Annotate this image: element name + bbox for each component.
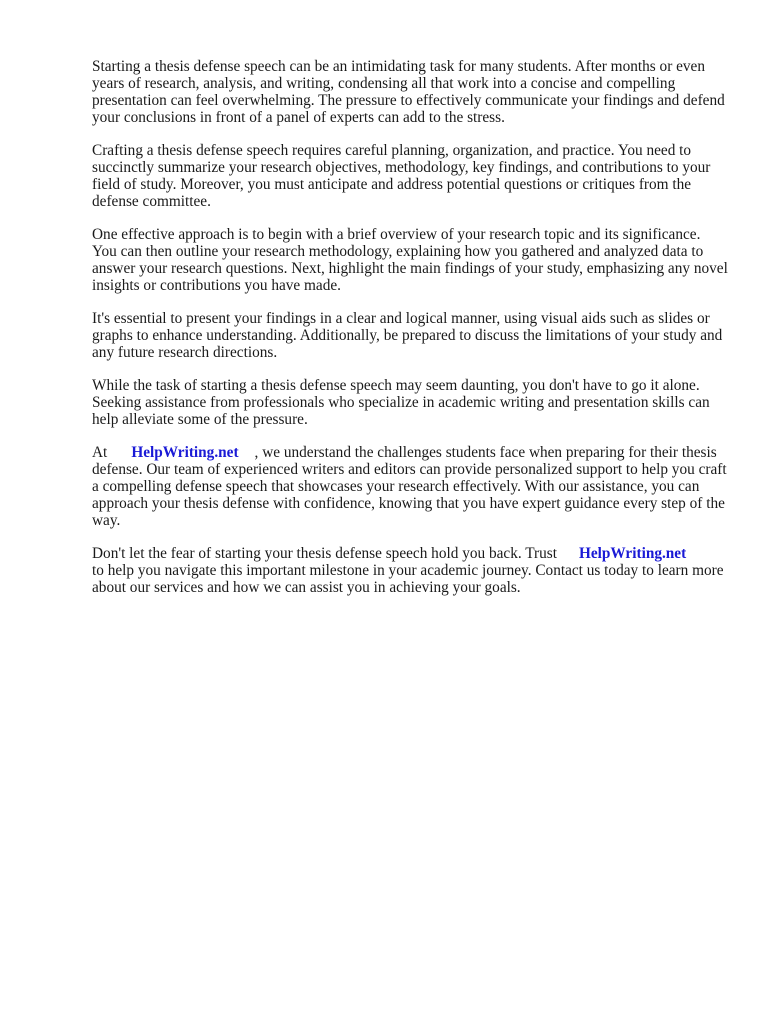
paragraph-body-text: to help you navigate this important milestone in your academic journey. Contact us today to learn more about our services and how we can assist you in achieving your goals.: [92, 562, 724, 596]
helpwriting-link[interactable]: HelpWriting.net: [578, 545, 687, 562]
paragraph-lead-text: Don't let the fear of starting your thesis defense speech hold you back. Trust: [92, 545, 557, 562]
paragraph-assistance: While the task of starting a thesis defense speech may seem daunting, you don't have to go it alone. Seeking assistance from professionals who specialize in academic writing and presentation skills can help alleviate some of the pressure.: [92, 377, 710, 428]
paragraph-body-text: , we understand the challenges students face when preparing for their thesis defense. Our team of experienced writers and editors can provide personalized support to help you craft a compelling defense speech that showcases your research effectively. With our assistance, you can approach your thesis defense with confidence, knowing that you have expert guidance every step of the way.: [92, 444, 727, 529]
paragraph-present-findings: It's essential to present your findings in a clear and logical manner, using visual aids such as slides or graphs to enhance understanding. Additionally, be prepared to discuss the limitations of your study and any future research directions.: [92, 310, 723, 361]
paragraph-helpwriting-intro: [92, 444, 728, 529]
paragraph-intro: Starting a thesis defense speech can be an intimidating task for many students. After months or even years of research, analysis, and writing, condensing all that work into a concise and compelling presentation can feel overwhelming. The pressure to effectively communicate your findings and defend your conclusions in front of a panel of experts can add to the stress.: [92, 58, 725, 126]
document-page: [92, 58, 728, 612]
paragraph-lead-text: At: [92, 444, 108, 461]
paragraph-crafting: Crafting a thesis defense speech requires careful planning, organization, and practice. You need to succinctly summarize your research objectives, methodology, key findings, and contributions to your field of study. Moreover, you must anticipate and address potential questions or critiques from the defense committee.: [92, 142, 711, 210]
paragraph-approach: One effective approach is to begin with a brief overview of your research topic and its significance. You can then outline your research methodology, explaining how you gathered and analyzed data to answer your research questions. Next, highlight the main findings of your study, emphasizing any novel insights or contributions you have made.: [92, 226, 728, 294]
helpwriting-link[interactable]: HelpWriting.net: [131, 444, 239, 461]
paragraph-call-to-action: [92, 545, 728, 596]
